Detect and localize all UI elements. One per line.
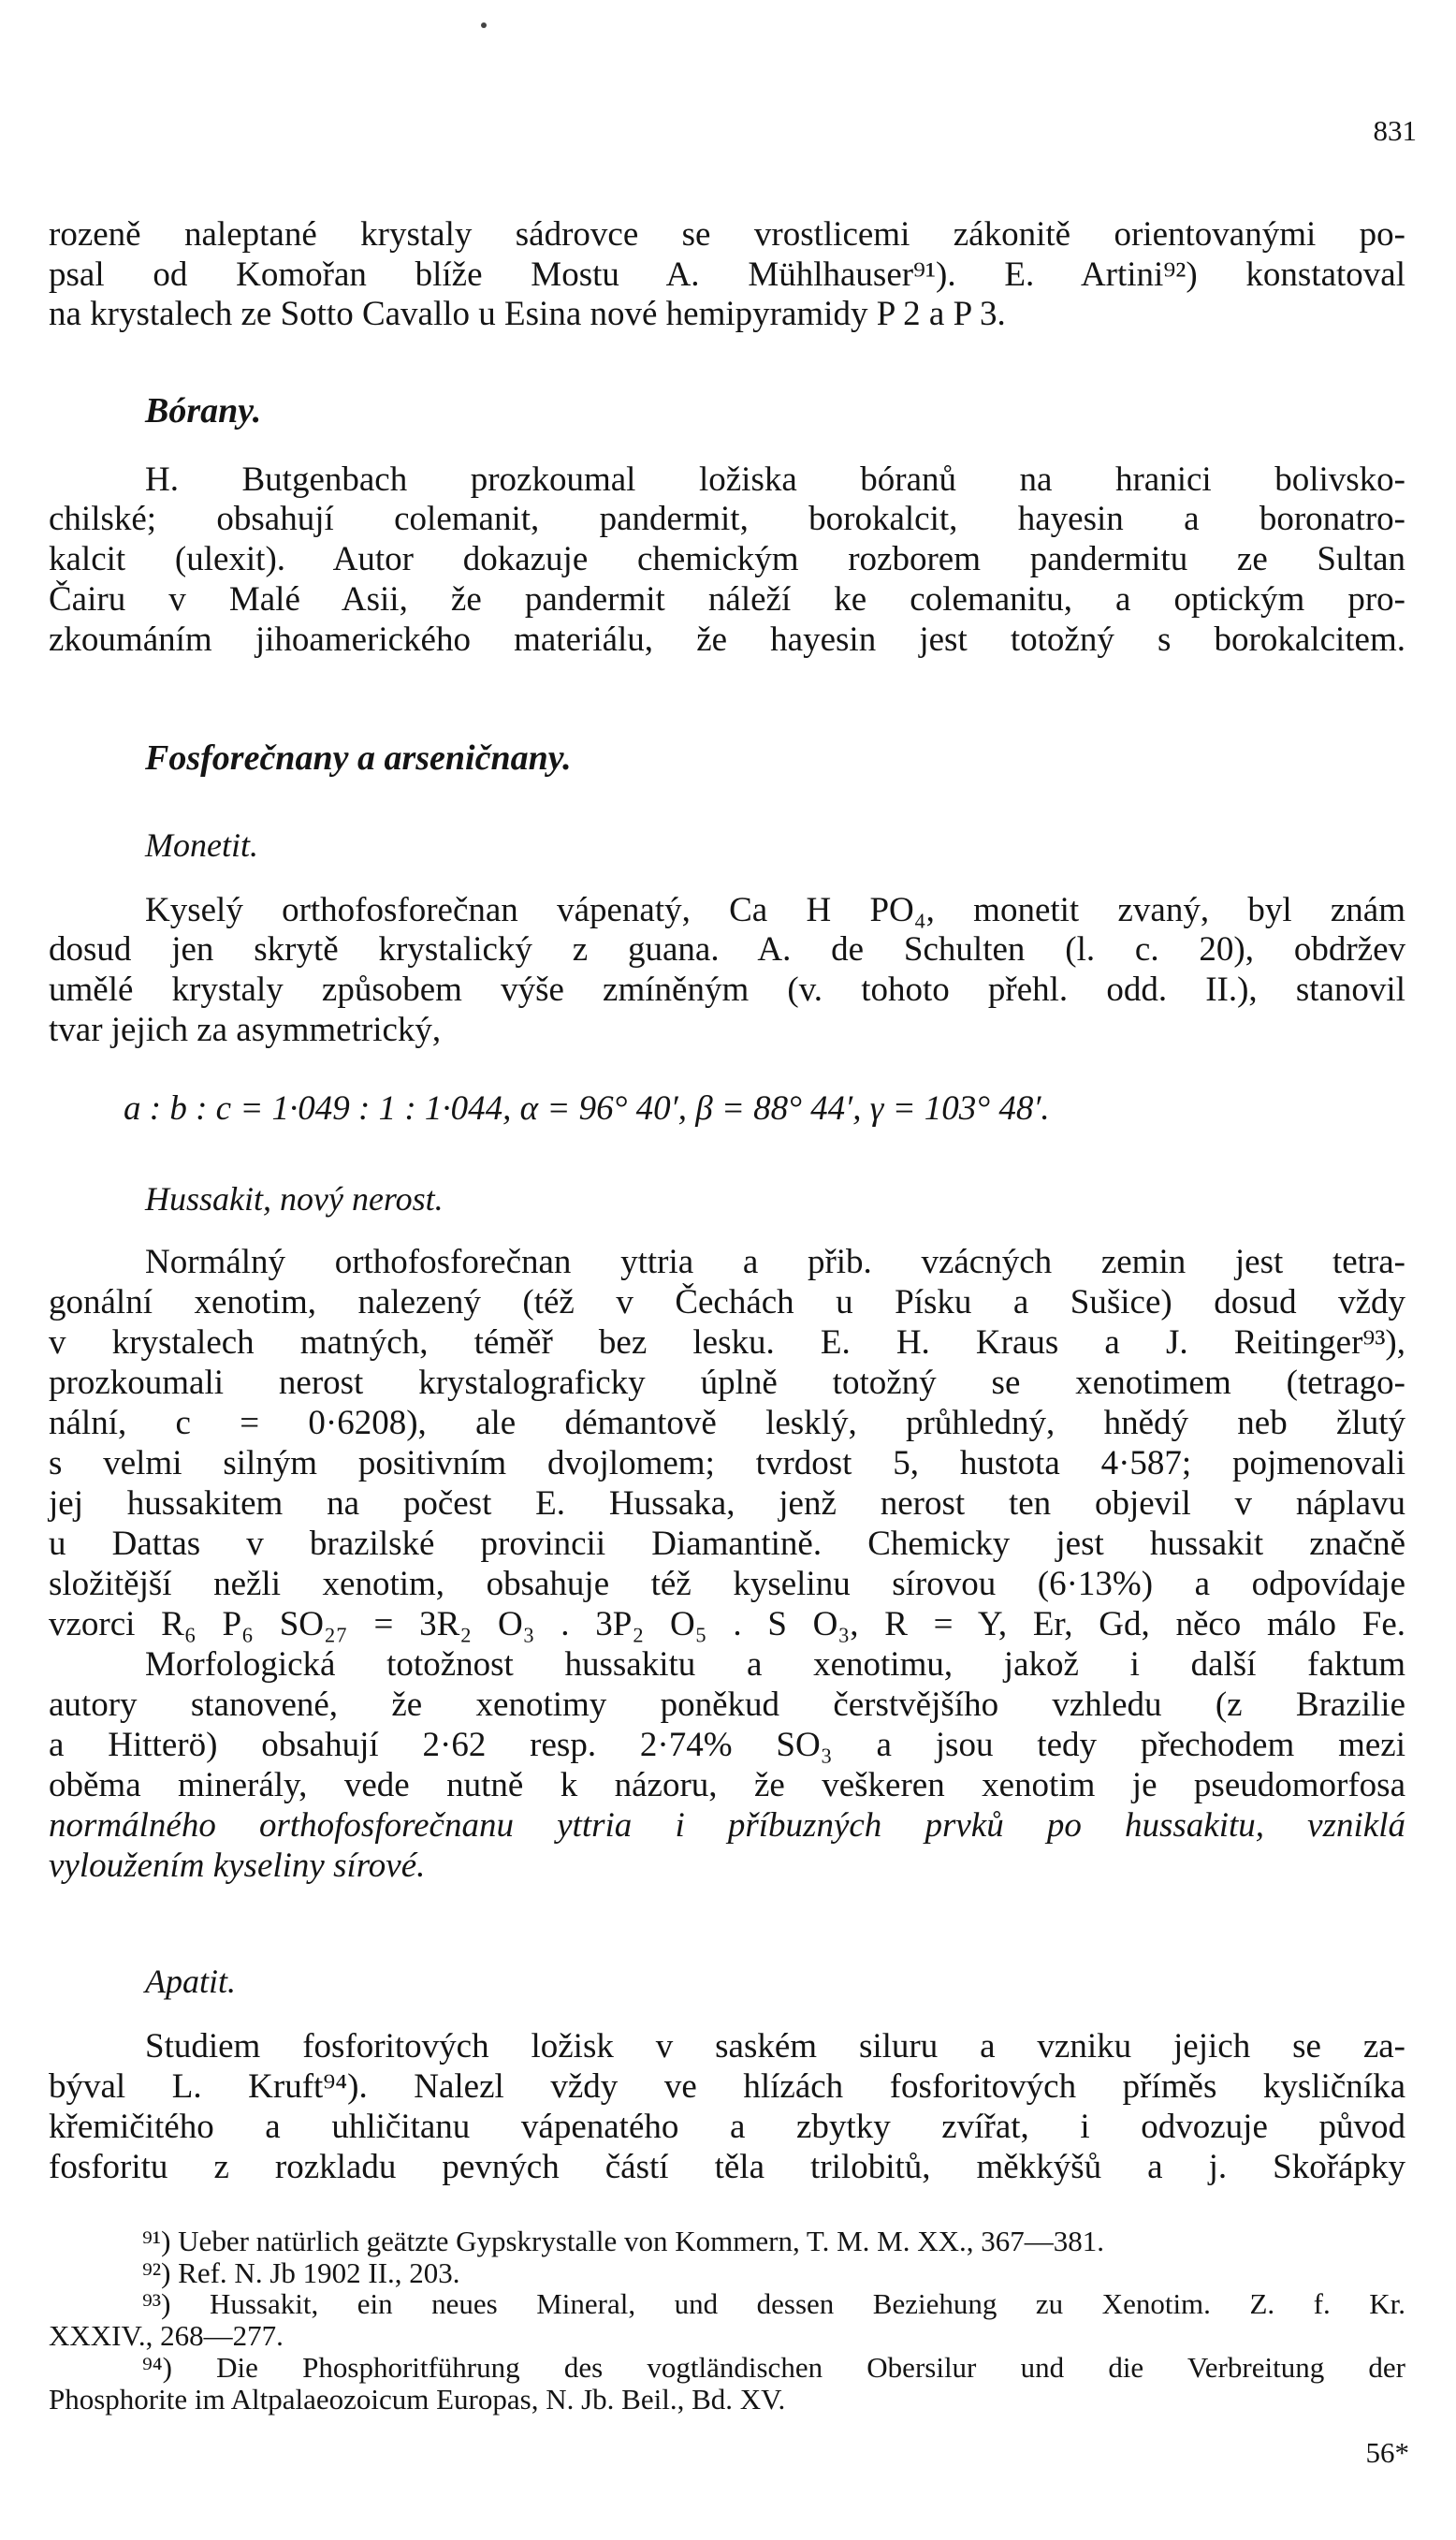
text-line: gonální xenotim, nalezený (též v Čechách u Písku a Sušice) dosud vždy: [49, 1283, 1405, 1321]
text-line: vzorci R₆ P₆ SO₂₇ = 3R₂ O₃ . 3P₂ O₅ . S O₃, R = Y, Er, Gd, něco málo Fe.: [49, 1605, 1405, 1643]
section-heading-fosforecnany: Fosforečnany a arseničnany.: [145, 738, 572, 778]
section-heading-borany: Bórany.: [145, 391, 262, 431]
text-line: kalcit (ulexit). Autor dokazuje chemickým rozborem pandermitu ze Sultan: [49, 540, 1405, 578]
text-line: prozkoumali nerost krystalograficky úplně totožný se xenotimem (tetrago-: [49, 1364, 1405, 1402]
footnote: ⁹³) Hussakit, ein neues Mineral, und dessen Beziehung zu Xenotim. Z. f. Kr.: [142, 2287, 1405, 2320]
text-line: rozeně naleptané krystaly sádrovce se vrostlicemi zákonitě orientovanými po-: [49, 215, 1405, 254]
text-line: Normálný orthofosforečnan yttria a přib. vzácných zemin jest tetra-: [145, 1243, 1405, 1281]
text-line: Morfologická totožnost hussakitu a xenotimu, jakož i další faktum: [145, 1645, 1405, 1684]
text-line: nální, c = 0·6208), ale démantově lesklý, průhledný, hnědý neb žlutý: [49, 1404, 1405, 1442]
text-line: křemičitého a uhličitanu vápenatého a zbytky zvířat, i odvozuje původ: [49, 2108, 1405, 2146]
text-line: Kyselý orthofosforečnan vápenatý, Ca H PO₄, monetit zvaný, byl znám: [145, 891, 1405, 929]
subsection-heading-monetit: Monetit.: [145, 826, 258, 864]
text-line: s velmi silným positivním dvojlomem; tvrdost 5, hustota 4·587; pojmenovali: [49, 1444, 1405, 1482]
text-line: vyloužením kyseliny sírové.: [49, 1847, 426, 1885]
text-line: tvar jejich za asymmetrický,: [49, 1011, 442, 1049]
text-line: u Dattas v brazilské provincii Diamantině. Chemicky jest hussakit značně: [49, 1525, 1405, 1563]
page-number-top: 831: [1373, 114, 1417, 147]
text-line: H. Butgenbach prozkoumal ložiska bóranů na hranici bolivsko-: [145, 460, 1405, 499]
subsection-heading-apatit: Apatit.: [145, 1963, 236, 2000]
text-line: normálného orthofosforečnanu yttria i příbuzných prvků po hussakitu, vzniklá: [49, 1806, 1405, 1845]
text-line: dosud jen skrytě krystalický z guana. A. de Schulten (l. c. 20), obdržev: [49, 930, 1405, 969]
lattice-formula: a : b : c = 1·049 : 1 : 1·044, α = 96° 40′, β = 88° 44′, γ = 103° 48′.: [124, 1089, 1050, 1128]
text-line: Čairu v Malé Asii, že pandermit náleží ke colemanitu, a optickým pro-: [49, 580, 1405, 619]
printing-speck: [481, 22, 487, 28]
text-line: oběma minerály, vede nutně k názoru, že veškeren xenotim je pseudomorfosa: [49, 1766, 1405, 1804]
text-line: a Hitterö) obsahují 2·62 resp. 2·74% SO₃ a jsou tedy přechodem mezi: [49, 1726, 1405, 1764]
text-line: jej hussakitem na počest E. Hussaka, jenž nerost ten objevil v náplavu: [49, 1484, 1405, 1523]
text-line: psal od Komořan blíže Mostu A. Mühlhauser⁹¹). E. Artini⁹²) konstatoval: [49, 255, 1405, 294]
text-line: v krystalech matných, téměř bez lesku. E. H. Kraus a J. Reitinger⁹³),: [49, 1323, 1405, 1362]
text-line: Studiem fosforitových ložisk v saském siluru a vzniku jejich se za-: [145, 2027, 1405, 2066]
text-line: autory stanovené, že xenotimy poněkud čerstvějšího vzhledu (z Brazilie: [49, 1686, 1405, 1724]
text-line: fosforitu z rozkladu pevných částí těla trilobitů, měkkýšů a j. Skořápky: [49, 2148, 1405, 2186]
text-line: zkoumáním jihoamerického materiálu, že hayesin jest totožný s borokalcitem.: [49, 620, 1405, 659]
text-line: býval L. Kruft⁹⁴). Nalezl vždy ve hlízách fosforitových příměs kysličníka: [49, 2067, 1405, 2106]
footnote: ⁹¹) Ueber natürlich geätzte Gypskrystalle von Kommern, T. M. M. XX., 367—381.: [142, 2225, 1104, 2257]
footnote: ⁹⁴) Die Phosphoritführung des vogtländischen Obersilur und die Verbreitung der: [142, 2351, 1405, 2384]
footnote: ⁹²) Ref. N. Jb 1902 II., 203.: [142, 2256, 460, 2289]
footnote-continuation: Phosphorite im Altpalaeozoicum Europas, N. Jb. Beil., Bd. XV.: [49, 2383, 786, 2416]
text-line: na krystalech ze Sotto Cavallo u Esina nové hemipyramidy P 2 a P 3.: [49, 295, 1006, 333]
page-signature-mark: 56*: [1365, 2436, 1409, 2469]
text-line: složitější nežli xenotim, obsahuje též kyselinu sírovou (6·13%) a odpovídaje: [49, 1565, 1405, 1603]
subsection-heading-hussakit: Hussakit, nový nerost.: [145, 1180, 444, 1218]
text-line: umělé krystaly způsobem výše zmíněným (v. tohoto přehl. odd. II.), stanovil: [49, 971, 1405, 1009]
footnote-continuation: XXXIV., 268—277.: [49, 2319, 284, 2352]
text-line: chilské; obsahují colemanit, pandermit, borokalcit, hayesin a boronatro-: [49, 500, 1405, 538]
